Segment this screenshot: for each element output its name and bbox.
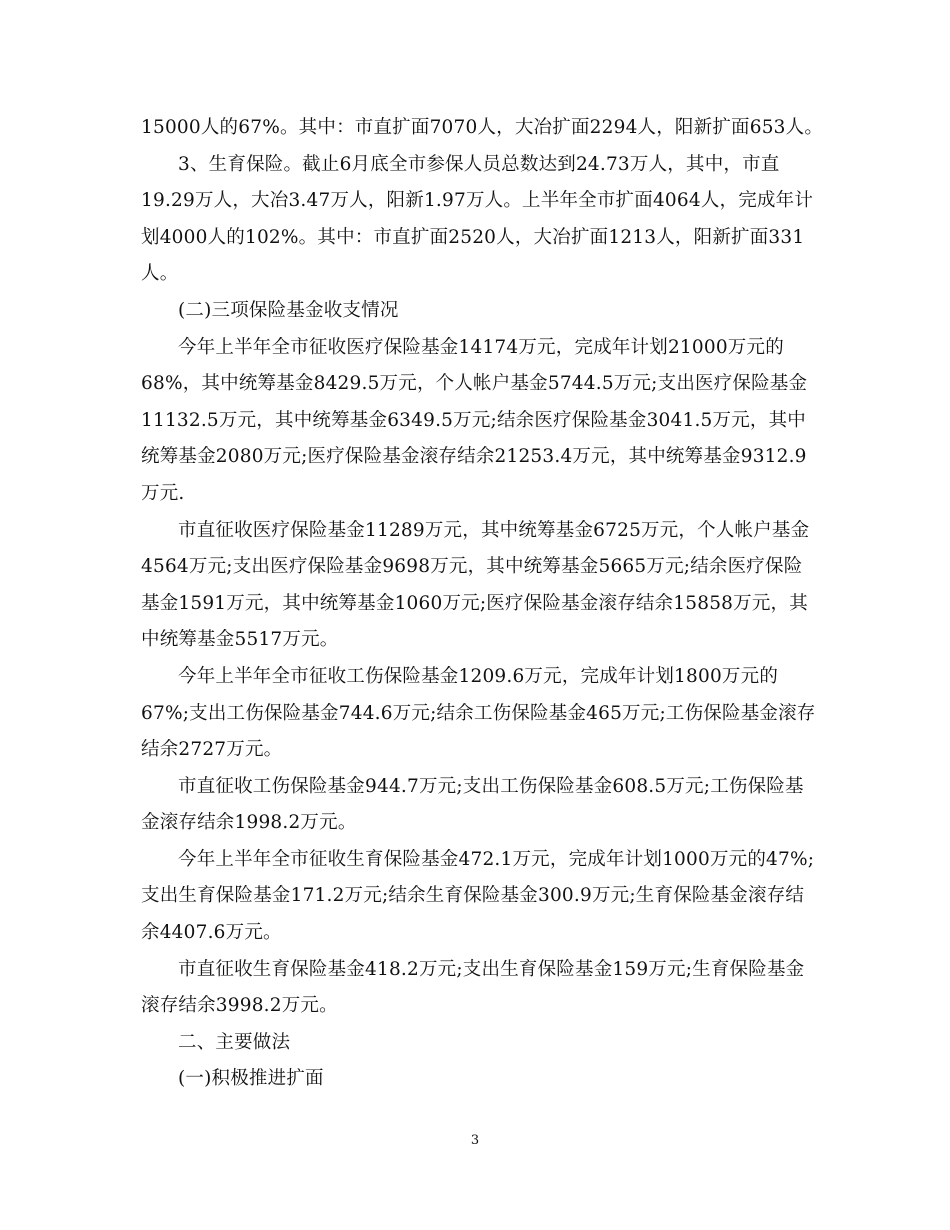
text-line: 19.29万人，大冶3.47万人，阳新1.97万人。上半年全市扩面4064人，完成年计 (141, 190, 814, 212)
text-line: 结余2727万元。 (141, 739, 283, 761)
text-line: 万元. (141, 482, 185, 504)
text-line: 余4407.6万元。 (141, 922, 282, 944)
text-line: 今年上半年全市征收工伤保险基金1209.6万元，完成年计划1800万元的 (178, 665, 779, 687)
text-line: 市直征收生育保险基金418.2万元;支出生育保险基金159万元;生育保险基金 (178, 958, 805, 980)
text-line: 市直征收医疗保险基金11289万元，其中统筹基金6725万元，个人帐户基金 (178, 519, 810, 541)
text-line: 今年上半年全市征收生育保险基金472.1万元，完成年计划1000万元的47%; (178, 848, 815, 870)
text-line: 滚存结余3998.2万元。 (141, 995, 338, 1017)
text-line: (二)三项保险基金收支情况 (178, 299, 399, 321)
text-line: 今年上半年全市征收医疗保险基金14174万元，完成年计划21000万元的 (178, 336, 784, 358)
text-line: 划4000人的102%。其中：市直扩面2520人，大冶扩面1213人，阳新扩面331 (141, 226, 805, 248)
text-line: 中统筹基金5517万元。 (141, 629, 339, 651)
text-line: 基金1591万元，其中统筹基金1060万元;医疗保险基金滚存结余15858万元，其 (141, 592, 808, 614)
text-line: 二、主要做法 (178, 1031, 291, 1053)
text-line: (一)积极推进扩面 (178, 1068, 324, 1090)
text-line: 支出生育保险基金171.2万元;结余生育保险基金300.9万元;生育保险基金滚存结 (141, 885, 805, 907)
document-body (141, 110, 824, 1098)
text-line: 人。 (141, 263, 179, 285)
text-line: 67%;支出工伤保险基金744.6万元;结余工伤保险基金465万元;工伤保险基金滚存 (141, 702, 816, 724)
page-number: 3 (470, 1133, 480, 1148)
text-line: 15000人的67%。其中：市直扩面7070人，大冶扩面2294人，阳新扩面653人。 (141, 117, 824, 138)
text-line: 68%，其中统筹基金8429.5万元，个人帐户基金5744.5万元;支出医疗保险基金 (141, 373, 808, 395)
text-line: 市直征收工伤保险基金944.7万元;支出工伤保险基金608.5万元;工伤保险基 (178, 775, 804, 797)
text-line: 3、生育保险。截止6月底全市参保人员总数达到24.73万人，其中，市直 (178, 153, 780, 175)
text-line: 统筹基金2080万元;医疗保险基金滚存结余21253.4万元，其中统筹基金9312.9 (141, 446, 807, 468)
text-line: 4564万元;支出医疗保险基金9698万元，其中统筹基金5665万元;结余医疗保险 (141, 556, 803, 578)
text-line: 金滚存结余1998.2万元。 (141, 812, 357, 834)
text-line: 11132.5万元，其中统筹基金6349.5万元;结余医疗保险基金3041.5万元，其中 (141, 409, 807, 431)
